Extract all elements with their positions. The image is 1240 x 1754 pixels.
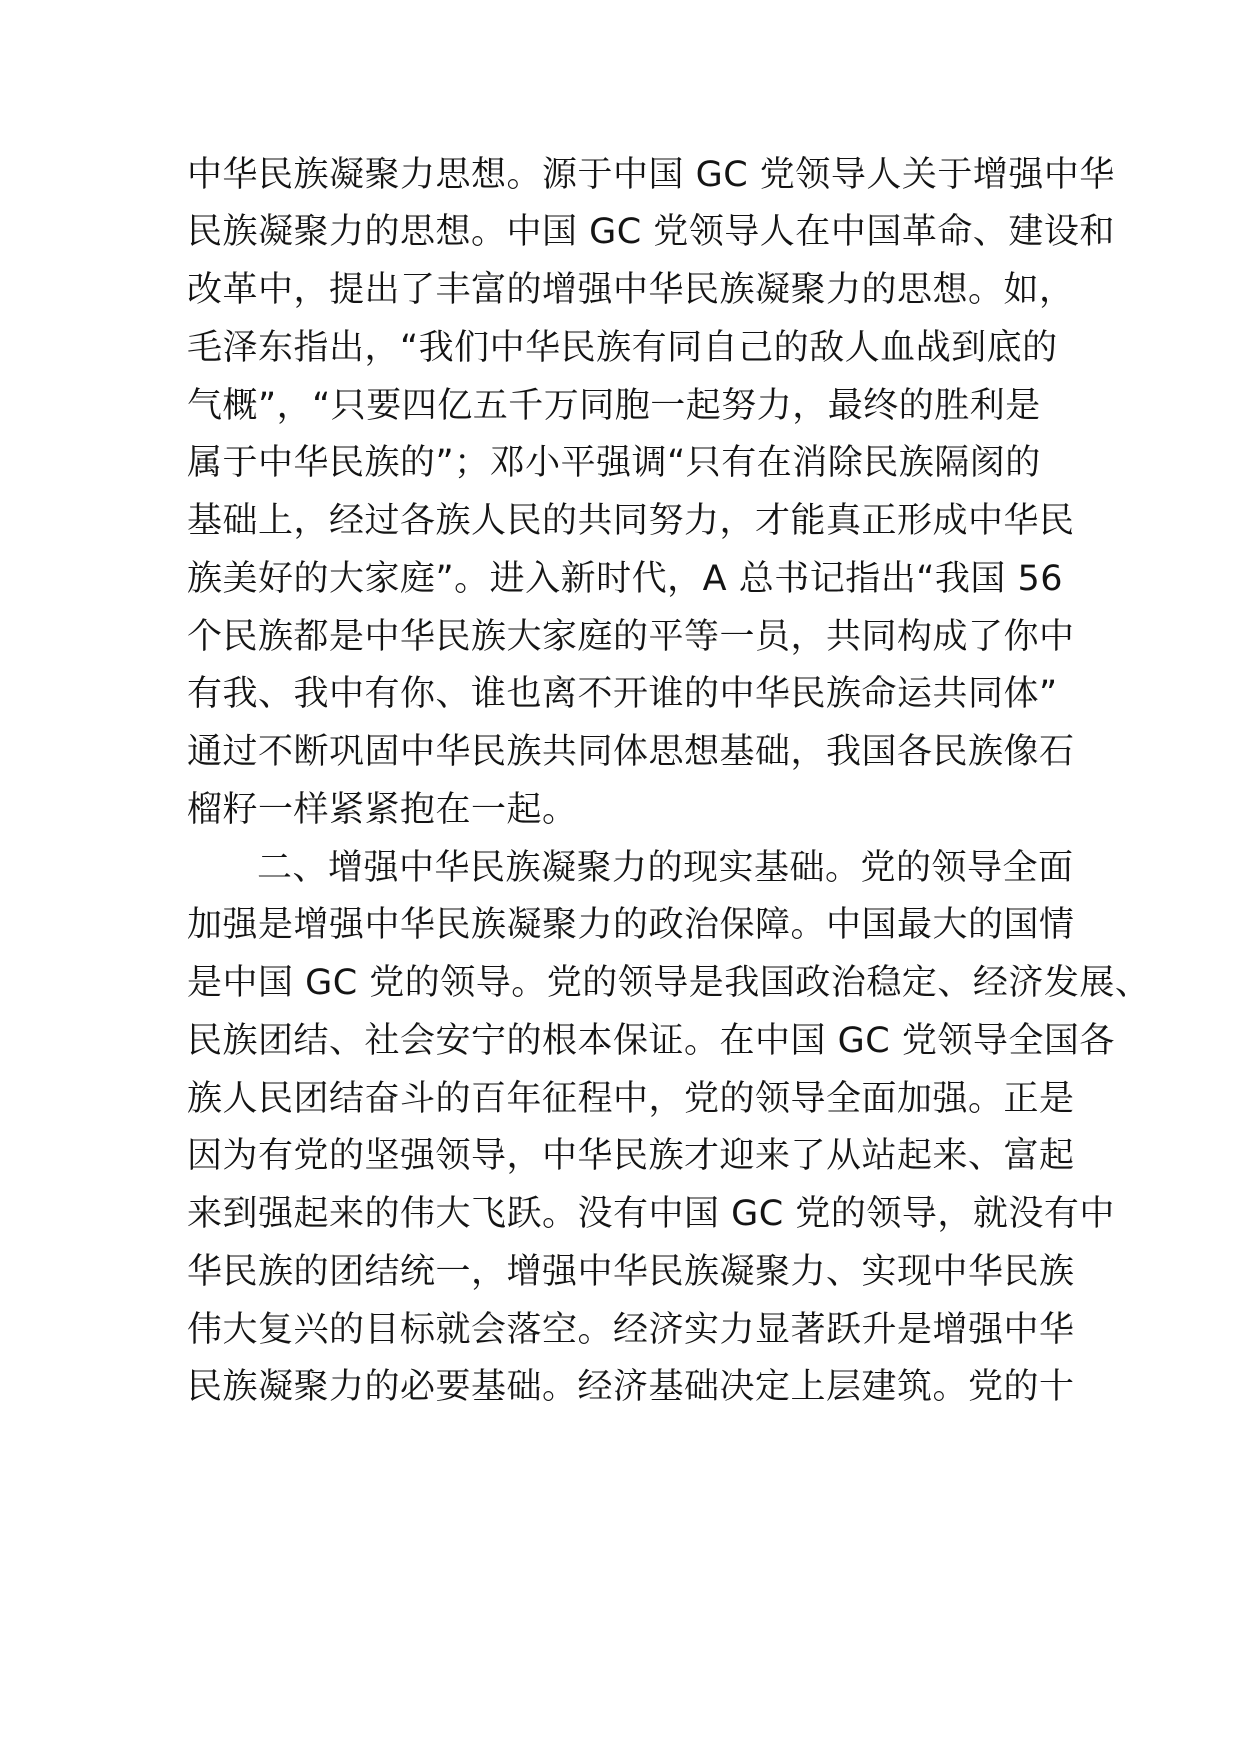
text-line: 华民族的团结统一，增强中华民族凝聚力、实现中华民族 xyxy=(187,1252,1075,1292)
paragraph-heading-line: 二、增强中华民族凝聚力的现实基础。党的领导全面 xyxy=(257,848,1074,888)
text-line: 是中国 GC 党的领导。党的领导是我国政治稳定、经济发展、 xyxy=(187,963,1151,1003)
text-line: 民族凝聚力的思想。中国 GC 党领导人在中国革命、建设和 xyxy=(187,212,1115,252)
text-line: 伟大复兴的目标就会落空。经济实力显著跃升是增强中华 xyxy=(187,1310,1075,1350)
text-line: 属于中华民族的”；邓小平强调“只有在消除民族隔阂的 xyxy=(187,443,1041,483)
text-line: 中华民族凝聚力思想。源于中国 GC 党领导人关于增强中华 xyxy=(187,155,1115,195)
text-line: 改革中，提出了丰富的增强中华民族凝聚力的思想。如， xyxy=(187,270,1075,310)
text-line: 族人民团结奋斗的百年征程中，党的领导全面加强。正是 xyxy=(187,1079,1075,1119)
text-line: 个民族都是中华民族大家庭的平等一员，共同构成了你中 xyxy=(187,617,1075,657)
text-line: 民族凝聚力的必要基础。经济基础决定上层建筑。党的十 xyxy=(187,1367,1075,1407)
text-line: 加强是增强中华民族凝聚力的政治保障。中国最大的国情 xyxy=(187,905,1075,945)
text-line: 有我、我中有你、谁也离不开谁的中华民族命运共同体” xyxy=(187,674,1058,714)
text-line: 因为有党的坚强领导，中华民族才迎来了从站起来、富起 xyxy=(187,1136,1075,1176)
text-line: 民族团结、社会安宁的根本保证。在中国 GC 党领导全国各 xyxy=(187,1021,1115,1061)
text-line: 来到强起来的伟大飞跃。没有中国 GC 党的领导，就没有中 xyxy=(187,1194,1115,1234)
text-line: 基础上，经过各族人民的共同努力，才能真正形成中华民 xyxy=(187,501,1075,541)
text-line: 榴籽一样紧紧抱在一起。 xyxy=(187,790,578,830)
text-line: 通过不断巩固中华民族共同体思想基础，我国各民族像石 xyxy=(187,732,1075,772)
text-line: 毛泽东指出，“我们中华民族有同自己的敌人血战到底的 xyxy=(187,328,1058,368)
text-line: 族美好的大家庭”。进入新时代，A 总书记指出“我国 56 xyxy=(187,559,1063,599)
text-line: 气概”，“只要四亿五千万同胞一起努力，最终的胜利是 xyxy=(187,386,1041,426)
